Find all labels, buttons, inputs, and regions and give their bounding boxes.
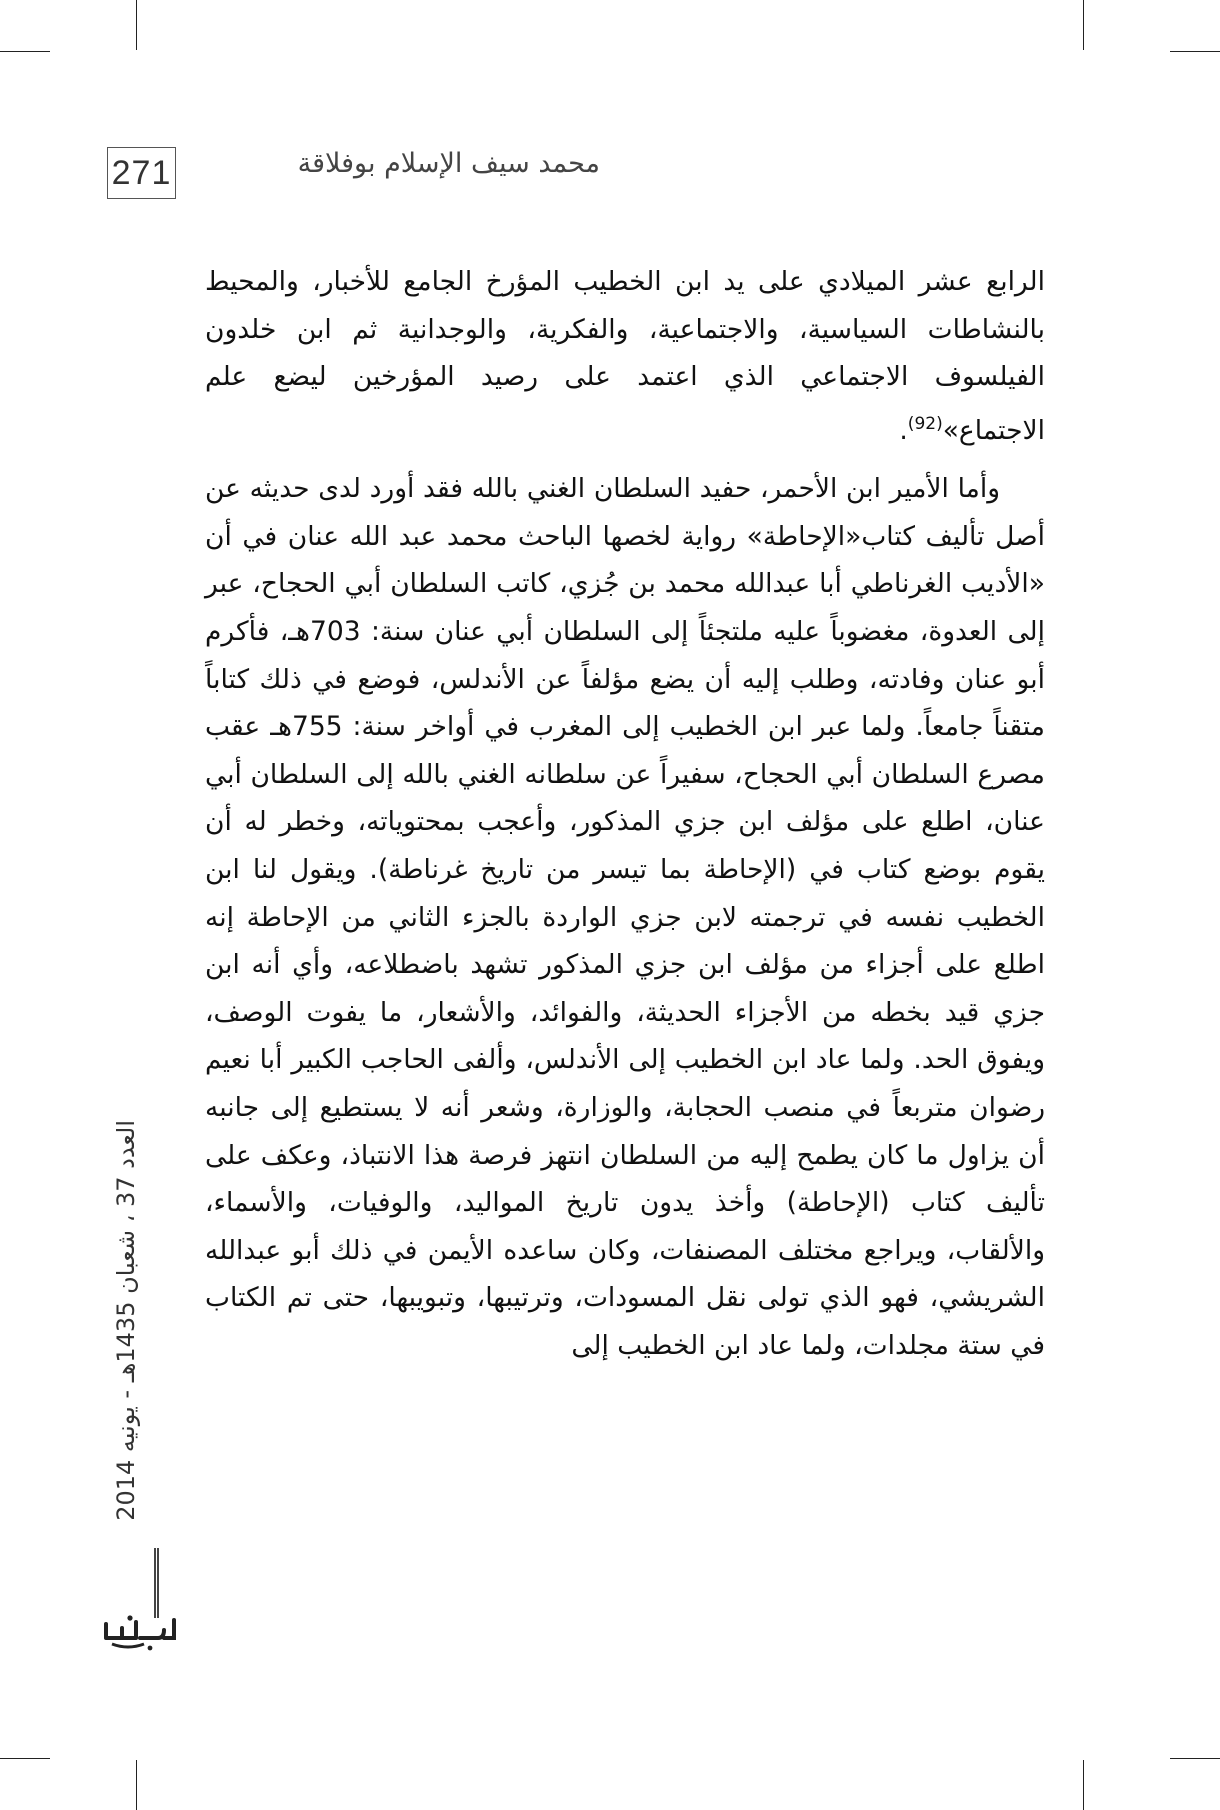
page-number: 271: [107, 147, 176, 199]
paragraph: [205, 465, 1045, 1369]
crop-mark: [136, 0, 137, 50]
paragraph: [205, 258, 1045, 454]
crop-mark: [1170, 51, 1220, 52]
paragraph-text: الرابع عشر الميلادي على يد ابن الخطيب المؤرخ الجامع للأخبار، والمحيط بالنشاطات السياسية، والاجتماعية، والفكرية، والوجدانية ثم ابن خلدون الفيلسوف الاجتماعي الذي اعتمد على رصيد المؤرخين ليضع علم الاجتماع»: [205, 266, 1045, 446]
crop-mark: [0, 51, 50, 52]
crop-mark: [1083, 1760, 1084, 1810]
article-body: [205, 258, 1045, 1369]
issue-line: العدد 37 ، شعبان 1435هـ - يونيه 2014: [112, 1120, 140, 1521]
crop-mark: [1083, 0, 1084, 50]
footnote-ref: (92): [907, 413, 943, 434]
paragraph-text: وأما الأمير ابن الأحمر، حفيد السلطان الغني بالله فقد أورد لدى حديثه عن أصل تأليف كتاب«الإحاطة» رواية لخصها الباحث محمد عبد الله عنان في أن «الأديب الغرناطي أبا عبدالله محمد بن جُزي، كاتب السلطان أبي الحجاح، عبر إلى العدوة، مغضوباً عليه ملتجئاً إلى السلطان أبي عنان سنة: 703هـ، فأكرم أبو عنان وفادته، وطلب إليه أن يضع مؤلفاً عن الأندلس، فوضع في ذلك كتاباً متقناً جامعاً. ولما عبر ابن الخطيب إلى المغرب في أواخر سنة: 755هـ عقب مصرع السلطان أبي الحجاح، سفيراً عن سلطانه الغني بالله إلى السلطان أبي عنان، اطلع على مؤلف ابن جزي المذكور، وأعجب بمحتوياته، وخطر له أن يقوم بوضع كتاب في (الإحاطة بما تيسر من تاريخ غرناطة). ويقول لنا ابن الخطيب نفسه في ترجمته لابن جزي الواردة بالجزء الثاني من الإحاطة إنه اطلع على أجزاء من مؤلف ابن جزي المذكور تشهد باضطلاعه، وأي أنه ابن جزي قيد بخطه من الأجزاء الحديثة، والفوائد، والأشعار، ما يفوت الوصف، ويفوق الحد. ولما عاد ابن الخطيب إلى الأندلس، وألفى الحاجب الكبير أبا نعيم رضوان متربعاً في منصب الحجابة، والوزارة، وشعر أنه لا يستطيع إلى جانبه أن يزاول ما كان يطمح إليه من السلطان انتهز فرصة هذا الانتباذ، وعكف على تأليف كتاب (الإحاطة) وأخذ يدون تاريخ المواليد، والوفيات، والأسماء، والألقاب، ويراجع مختلف المصنفات، وكان ساعده الأيمن في ذلك أبو عبدالله الشريشي، فهو الذي تولى نقل المسودات، وترتيبها، وتبويبها، حتى تم الكتاب في ستة مجلدات، ولما عاد ابن الخطيب إلى: [205, 473, 1045, 1361]
paragraph-tail: .: [899, 414, 908, 446]
journal-logo-icon: [100, 1608, 180, 1654]
crop-mark: [136, 1760, 137, 1810]
crop-mark: [1170, 1758, 1220, 1759]
crop-mark: [0, 1758, 50, 1759]
running-head-author: محمد سيف الإسلام بوفلاقة: [297, 148, 600, 179]
